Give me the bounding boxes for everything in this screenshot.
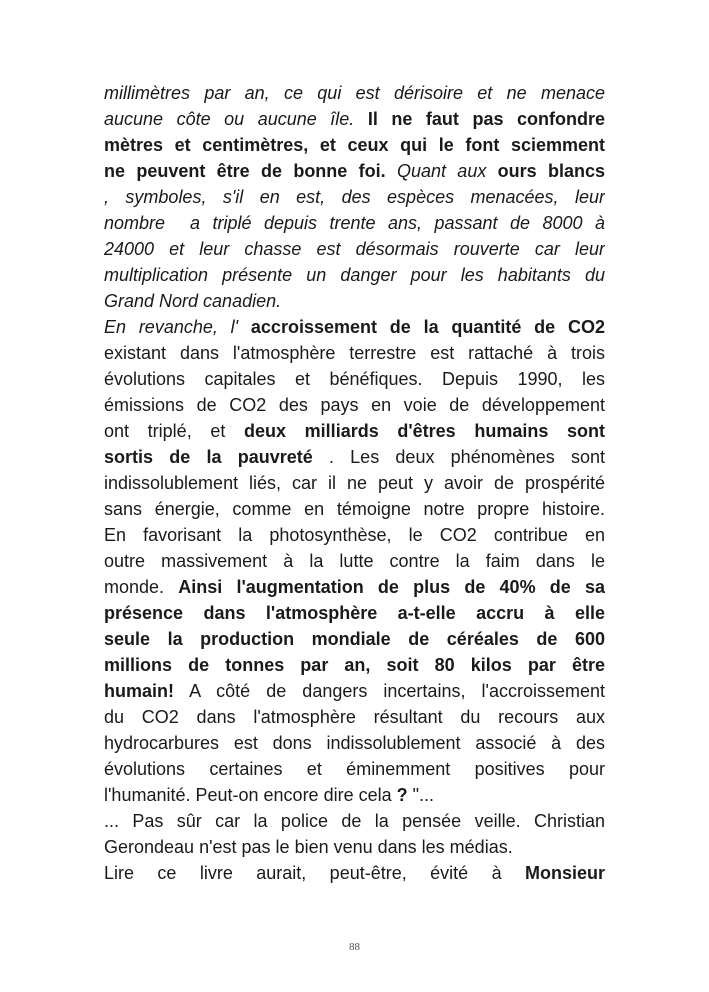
text-segment: Gerondeau n'est pas le bien venu dans les médias. [104, 837, 513, 857]
text-segment: émissions de CO2 des pays en voie de développement [104, 395, 605, 415]
text-segment: Ainsi l'augmentation de plus de 40% de sa [178, 577, 605, 597]
text-line [104, 808, 605, 834]
text-segment: hydrocarbures est dons indissolublement associé à des [104, 733, 605, 753]
text-segment: Il ne faut pas confondre [367, 109, 605, 129]
text-segment: nombre a triplé depuis trente ans, passant de 8000 à [104, 213, 605, 233]
text-line [104, 106, 605, 132]
text-line [104, 626, 605, 652]
text-segment: évolutions capitales et bénéfiques. Depuis 1990, les [104, 369, 605, 389]
text-line [104, 262, 605, 288]
text-segment: humain! [104, 681, 174, 701]
text-line [104, 860, 605, 886]
text-segment: ... Pas sûr car la police de la pensée veille. Christian [104, 811, 605, 831]
text-line [104, 184, 605, 210]
text-segment: mètres et centimètres, et ceux qui le font sciemment [104, 135, 605, 155]
text-segment: deux milliards d'êtres humains sont [244, 421, 605, 441]
text-line [104, 548, 605, 574]
text-segment: ? [396, 785, 408, 805]
text-line [104, 366, 605, 392]
text-segment: millions de tonnes par an, soit 80 kilos par être [104, 655, 605, 675]
text-segment: aucune côte ou aucune île. [104, 109, 368, 129]
text-segment: "... [407, 785, 435, 805]
text-line [104, 730, 605, 756]
text-segment: . Les deux phénomènes sont [312, 447, 605, 467]
text-segment: ours blancs [497, 161, 605, 181]
page-number: 88 [349, 941, 360, 953]
text-segment: évolutions certaines et éminemment positives pour [104, 759, 605, 779]
text-segment: ne peuvent être de bonne foi. [104, 161, 397, 181]
text-line [104, 236, 605, 262]
text-segment: existant dans l'atmosphère terrestre est rattaché à trois [104, 343, 605, 363]
text-segment: En favorisant la photosynthèse, le CO2 contribue en [104, 525, 605, 545]
text-line [104, 210, 605, 236]
text-segment: du CO2 dans l'atmosphère résultant du recours aux [104, 707, 605, 727]
text-line [104, 392, 605, 418]
text-segment: A côté de dangers incertains, l'accroissement [174, 681, 605, 701]
text-line [104, 600, 605, 626]
text-line [104, 704, 605, 730]
text-line [104, 834, 605, 860]
text-segment: , symboles, s'il en est, des espèces menacées, leur [104, 187, 605, 207]
text-segment: sans énergie, comme en témoigne notre propre histoire. [104, 499, 605, 519]
text-segment: accroissement de la quantité de CO2 [250, 317, 605, 337]
text-segment: sortis de la pauvreté [104, 447, 313, 467]
text-line [104, 574, 605, 600]
text-line [104, 782, 605, 808]
text-line [104, 158, 605, 184]
text-segment: En revanche, l' [104, 317, 251, 337]
text-segment: 24000 et leur chasse est désormais rouverte car leur [104, 239, 605, 259]
text-line [104, 496, 605, 522]
text-segment: Lire ce livre aurait, peut-être, évité à [104, 863, 525, 883]
text-segment: ont triplé, et [104, 421, 245, 441]
text-line [104, 288, 605, 314]
text-segment: Grand Nord canadien. [104, 291, 282, 311]
text-segment: multiplication présente un danger pour les habitants du [104, 265, 605, 285]
text-line [104, 444, 605, 470]
text-segment: l'humanité. Peut-on encore dire cela [104, 785, 397, 805]
text-segment: présence dans l'atmosphère a-t-elle accru à elle [104, 603, 605, 623]
text-line [104, 522, 605, 548]
text-line [104, 314, 605, 340]
text-segment: indissolublement liés, car il ne peut y avoir de prospérité [104, 473, 605, 493]
text-segment: outre massivement à la lutte contre la faim dans le [104, 551, 605, 571]
text-line [104, 340, 605, 366]
text-segment: monde. [104, 577, 179, 597]
text-line [104, 756, 605, 782]
text-line [104, 470, 605, 496]
text-line [104, 418, 605, 444]
text-segment: Quant aux [396, 161, 498, 181]
text-segment: millimètres par an, ce qui est dérisoire et ne menace [104, 83, 605, 103]
text-line [104, 678, 605, 704]
text-segment: Monsieur [524, 863, 605, 883]
text-line [104, 132, 605, 158]
body-text [104, 80, 605, 886]
text-segment: seule la production mondiale de céréales de 600 [104, 629, 605, 649]
text-line [104, 80, 605, 106]
text-line [104, 652, 605, 678]
